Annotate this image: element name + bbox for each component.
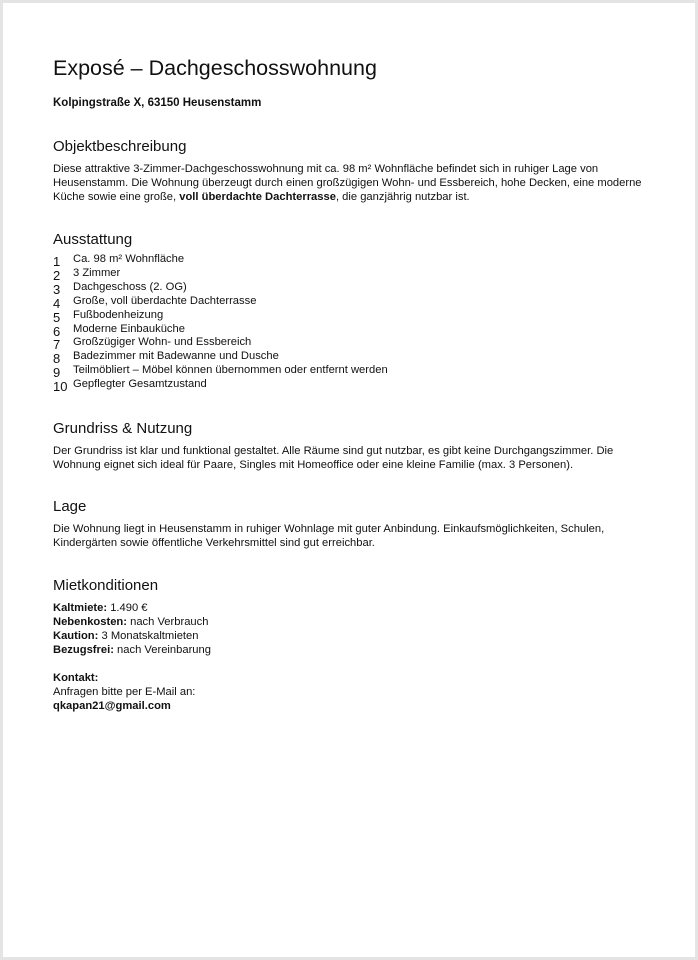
list-item [53, 350, 653, 367]
list-number: 5 [53, 309, 61, 325]
list-text: Moderne Einbauküche [73, 322, 185, 335]
list-item [53, 295, 653, 309]
list-text: Badezimmer mit Badewanne und Dusche [73, 350, 279, 363]
list-item [53, 364, 653, 381]
section-text: Der Grundriss ist klar und funktional gestaltet. Alle Räume sind gut nutzbar, es gibt keine Durchgangszimmer. Die Wohnung eignet sich ideal für Paare, Singles mit Homeoffice oder eine kleine Familie (max. 3 Personen). [53, 445, 614, 471]
section-heading: Lage [53, 498, 87, 515]
section-text [53, 162, 653, 204]
contact-label [53, 671, 653, 685]
section-ausstattung [53, 231, 653, 395]
section-heading: Objektbeschreibung [53, 138, 187, 155]
list-number: 7 [53, 337, 61, 353]
document-page [53, 55, 653, 712]
list-item [53, 378, 653, 395]
rent-row [53, 601, 653, 615]
email-link[interactable]: qkapan21@gmail.com [53, 700, 171, 712]
rent-conditions [53, 601, 653, 657]
list-number: 9 [53, 365, 61, 381]
section-heading: Grundriss & Nutzung [53, 420, 193, 437]
document-title: Exposé – Dachgeschosswohnung [53, 56, 377, 80]
list-item [53, 253, 653, 267]
section-grundriss [53, 420, 653, 472]
rent-value: 1.490 € [107, 602, 148, 614]
list-number: 10 [53, 379, 68, 395]
list-item [53, 309, 653, 323]
section-heading: Mietkonditionen [53, 577, 159, 594]
list-text: Fußbodenheizung [73, 308, 164, 321]
list-text: Gepflegter Gesamtzustand [73, 378, 207, 391]
list-text: Ca. 98 m² Wohnfläche [73, 253, 185, 265]
feature-list [53, 253, 653, 395]
list-item [53, 336, 653, 353]
list-item [53, 323, 653, 337]
list-text: Teilmöbliert – Möbel können übernommen oder entfernt werden [73, 364, 388, 377]
contact-email[interactable] [53, 699, 653, 713]
text-bold: voll überdachte Dachterrasse [179, 191, 336, 203]
list-text: Großzügiger Wohn- und Essbereich [73, 336, 252, 349]
list-number: 6 [53, 323, 61, 339]
list-number: 1 [53, 254, 61, 269]
contact-heading: Kontakt: [53, 672, 99, 684]
rent-row [53, 615, 653, 629]
list-item [53, 281, 653, 295]
list-number: 3 [53, 281, 61, 297]
rent-value: nach Vereinbarung [113, 644, 211, 656]
list-number: 8 [53, 351, 61, 367]
list-number: 4 [53, 295, 61, 311]
text-part: Diese attraktive 3-Zimmer-Dachgeschosswohnung mit ca. 98 m² Wohnfläche befindet sich in ruhiger Lage von Heusenstamm. Die Wohnung überzeugt durch einen großzügigen Wohn- und Essbereich, hohe Decken, eine moderne Küche sowie eine große, [53, 163, 642, 203]
rent-value: 3 Monatskaltmieten [98, 630, 199, 642]
section-heading: Ausstattung [53, 231, 133, 248]
section-text: Die Wohnung liegt in Heusenstamm in ruhiger Wohnlage mit guter Anbindung. Einkaufsmöglichkeiten, Schulen, Kindergärten sowie öffentliche Verkehrsmittel sind gut erreichbar. [53, 523, 605, 549]
rent-row [53, 643, 653, 657]
rent-label: Kaution: [53, 630, 99, 642]
list-number: 2 [53, 267, 61, 283]
section-mietkonditionen [53, 577, 653, 713]
list-text: Dachgeschoss (2. OG) [73, 280, 187, 293]
list-item [53, 267, 653, 281]
section-lage [53, 498, 653, 550]
contact-text: Anfragen bitte per E-Mail an: [53, 686, 196, 698]
section-objektbeschreibung [53, 138, 653, 204]
text-part: , die ganzjährig nutzbar ist. [335, 191, 470, 203]
rent-value: nach Verbrauch [126, 616, 209, 628]
rent-row [53, 629, 653, 643]
rent-label: Nebenkosten: [53, 616, 127, 628]
rent-label: Kaltmiete: [53, 602, 108, 614]
list-text: Große, voll überdachte Dachterrasse [73, 294, 257, 307]
list-text: 3 Zimmer [73, 266, 121, 279]
rent-label: Bezugsfrei: [53, 644, 114, 656]
address: Kolpingstraße X, 63150 Heusenstamm [53, 97, 262, 109]
